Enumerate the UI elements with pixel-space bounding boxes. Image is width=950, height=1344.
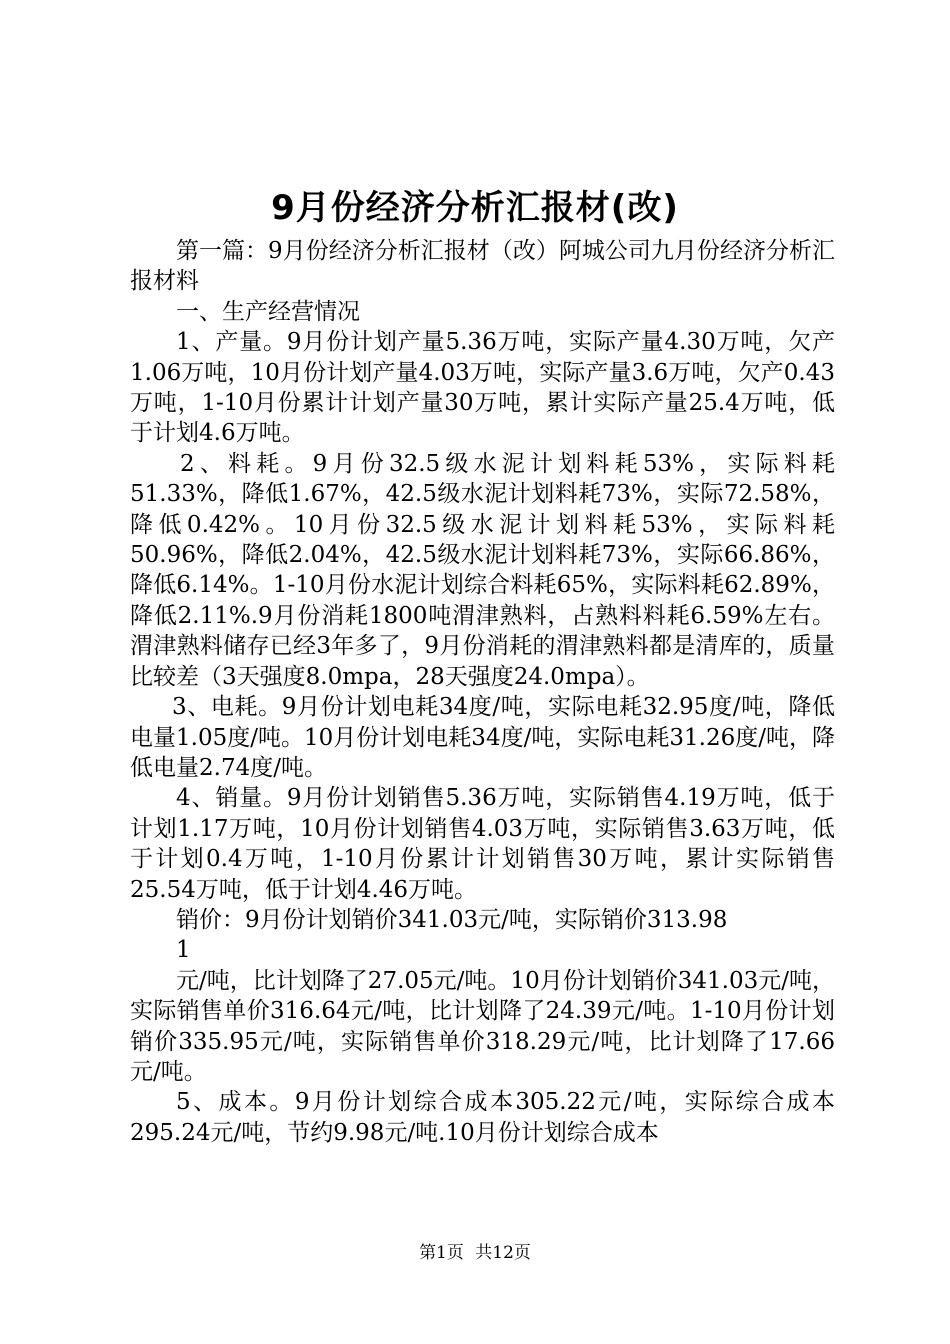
paragraph-intro: 第一篇：9月份经济分析汇报材（改）阿城公司九月份经济分析汇报材料 [130, 238, 835, 295]
paragraph-sales: 4、销量。9月份计划销售5.36万吨，实际销售4.19万吨，低于计划1.17万吨，10月份计划销售4.03万吨，实际销售3.63万吨，低于计划0.4万吨，1-10月份累计计划销售30万吨，累计实际销售25.54万吨，低于计划4.46万吨。 [130, 785, 835, 903]
document-title: 9月份经济分析汇报材(改) [271, 188, 679, 228]
paragraph-price-continued: 元/吨，比计划降了27.05元/吨。10月份计划销价341.03元/吨，实际销售单价316.64元/吨，比计划降了24.39元/吨。1-10月份计划销价335.95元/吨，实际销售单价318.29元/吨，比计划降了17.66元/吨。 [130, 967, 835, 1085]
section-heading: 一、生产经营情况 [176, 298, 360, 325]
page-number: 第1页 [419, 1243, 464, 1263]
page-footer [0, 1242, 950, 1264]
paragraph-output: 1、产量。9月份计划产量5.36万吨，实际产量4.30万吨，欠产1.06万吨，10月份计划产量4.03万吨，实际产量3.6万吨，欠产0.43万吨，1-10月份累计计划产量30万吨，累计实际产量25.4万吨，低于计划4.6万吨。 [130, 329, 835, 447]
page-total: 共12页 [475, 1243, 531, 1263]
paragraph-power: 3、电耗。9月份计划电耗34度/吨，实际电耗32.95度/吨，降低电量1.05度/吨。10月份计划电耗34度/吨，实际电耗31.26度/吨，降低电量2.74度/吨。 [130, 694, 835, 781]
paragraph-stray-number: 1 [176, 937, 191, 964]
paragraph-material: 2、料耗。9月份32.5级水泥计划料耗53%，实际料耗51.33%，降低1.67%，42.5级水泥计划料耗73%，实际72.58%，降低0.42%。10月份32.5级水泥计划料耗53%，实际料耗50.96%，降低2.04%，42.5级水泥计划料耗73%，实际66.86%，降低6.14%。1-10月份水泥计划综合料耗65%，实际料耗62.89%，降低2.11%.9月份消耗1800吨渭津熟料，占熟料料耗6.59%左右。渭津熟料储存已经3年多了，9月份消耗的渭津熟料都是清库的，质量比较差（3天强度8.0mpa，28天强度24.0mpa）。 [130, 450, 835, 690]
document-body [130, 236, 835, 1148]
paragraph-price: 销价：9月份计划销价341.03元/吨，实际销价313.98 [176, 906, 728, 933]
paragraph-cost: 5、成本。9月份计划综合成本305.22元/吨，实际综合成本295.24元/吨，节约9.98元/吨.10月份计划综合成本 [130, 1089, 835, 1146]
